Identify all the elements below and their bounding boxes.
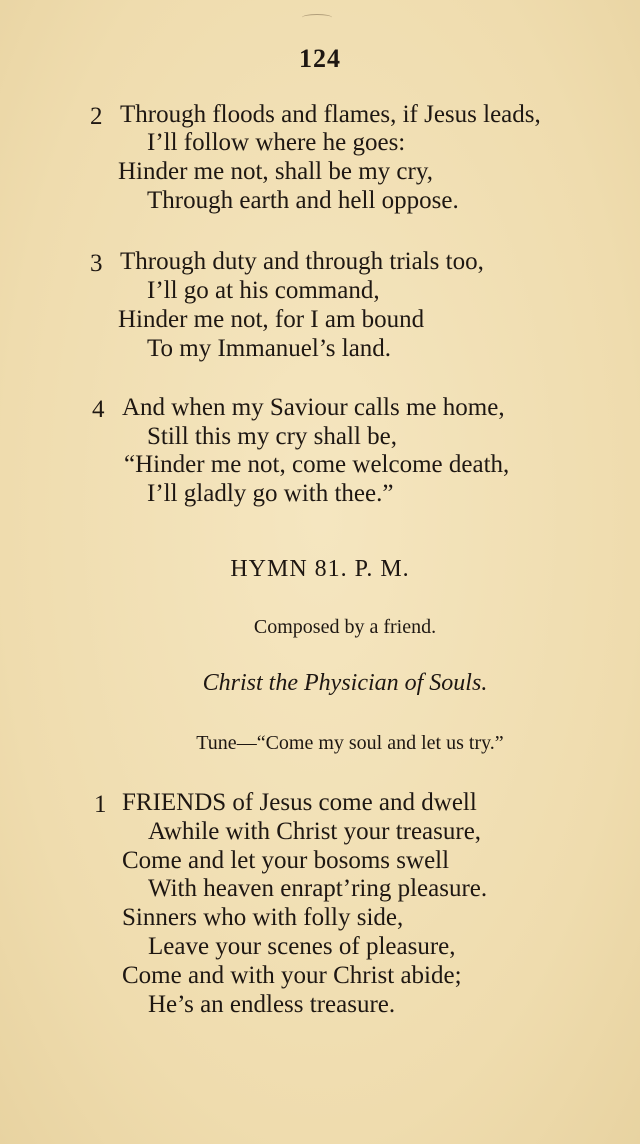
- composed-note: Composed by a friend.: [253, 616, 437, 638]
- page-number: 124: [299, 44, 341, 73]
- verse-line: Sinners who with folly side,: [122, 904, 404, 931]
- verse-line: Hinder me not, shall be my cry,: [118, 158, 433, 185]
- stanza-number: 1: [94, 791, 107, 818]
- verse-line: FRIENDS of Jesus come and dwell: [122, 789, 477, 816]
- verse-line: Through earth and hell oppose.: [147, 187, 459, 214]
- verse-line: Awhile with Christ your treasure,: [148, 818, 482, 845]
- verse-line: Come and with your Christ abide;: [122, 962, 462, 989]
- stanza-number: 2: [90, 103, 103, 130]
- verse-line: I’ll follow where he goes:: [147, 129, 406, 156]
- page-mark: [302, 14, 332, 21]
- hymn-subtitle: Christ the Physician of Souls.: [202, 670, 488, 696]
- verse-line: Through floods and flames, if Jesus leads,: [120, 101, 541, 128]
- verse-line: Through duty and through trials too,: [120, 248, 484, 275]
- verse-line: I’ll gladly go with thee.”: [147, 480, 394, 507]
- verse-line: And when my Saviour calls me home,: [122, 394, 505, 421]
- verse-line: Hinder me not, for I am bound: [118, 306, 425, 333]
- verse-line: Still this my cry shall be,: [147, 423, 397, 450]
- stanza-number: 3: [90, 250, 103, 277]
- hymn-title: HYMN 81. P. M.: [230, 556, 410, 582]
- verse-line: With heaven enrapt’ring pleasure.: [148, 875, 488, 902]
- verse-line: He’s an endless treasure.: [148, 991, 396, 1018]
- verse-line: To my Immanuel’s land.: [147, 335, 392, 362]
- stanza-number: 4: [92, 396, 105, 423]
- verse-line: Leave your scenes of pleasure,: [148, 933, 456, 960]
- verse-line: “Hinder me not, come welcome death,: [124, 451, 510, 478]
- verse-line: Come and let your bosoms swell: [122, 847, 450, 874]
- verse-line: I’ll go at his command,: [147, 277, 380, 304]
- tune-note: Tune—“Come my soul and let us try.”: [196, 732, 504, 754]
